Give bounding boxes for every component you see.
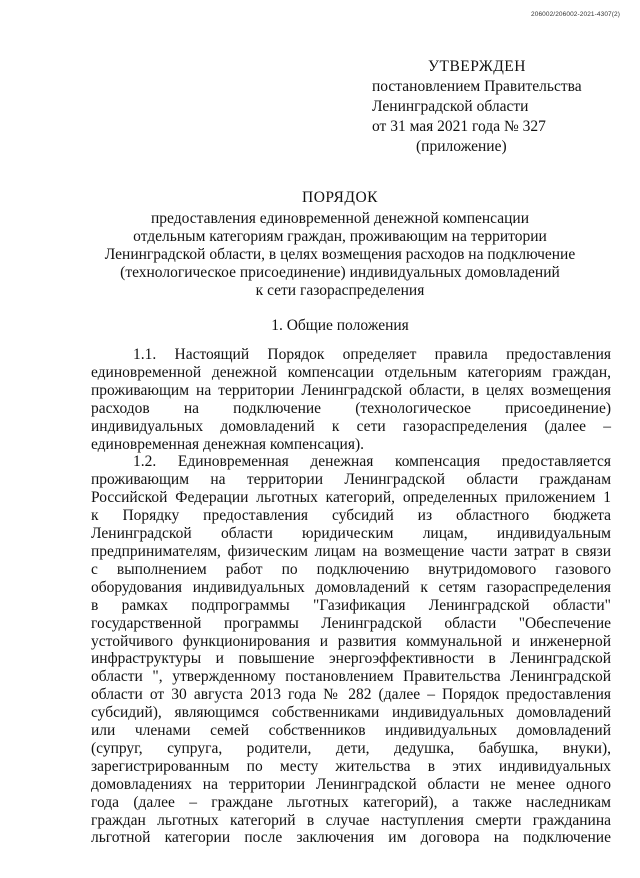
document-heading (60, 189, 620, 300)
paragraph-1-2-line: устойчивого функционирования и развития коммунальной и инженерной (91, 632, 611, 650)
paragraph-1-2-line: оборудования индивидуальных домовладений к сетям газораспределения (91, 578, 611, 596)
paragraph-1-1-line: единовременная денежная компенсация). (91, 435, 365, 453)
approval-title: УТВЕРЖДЕН (428, 58, 526, 75)
paragraph-1-2-line: проживающим на территории Ленинградской области гражданам (91, 471, 611, 489)
paragraph-1-1-line: 1.1. Настоящий Порядок определяет правила предоставления (133, 346, 611, 363)
approval-stamp (372, 57, 622, 157)
paragraph-1-2-line: государственной программы Ленинградской области "Обеспечение (91, 614, 611, 632)
paragraph-1-2-line: года (далее – граждане льготных категорий), а также наследникам (91, 793, 611, 811)
paragraph-1-2-line: области ", утвержденному постановлением Правительства Ленинградской (91, 668, 611, 686)
approval-line: постановлением Правительства (372, 78, 582, 95)
heading-line: (технологическое присоединение) индивидуальных домовладений (120, 264, 560, 281)
section-title: 1. Общие положения (271, 317, 409, 334)
body-text (91, 346, 611, 847)
document-id: 206002/206002-2021-4307(2) (531, 11, 620, 18)
heading-title: ПОРЯДОК (302, 189, 378, 206)
approval-note: (приложение) (416, 138, 507, 155)
paragraph-1-2-line: области от 30 августа 2013 года № 282 (далее – Порядок предоставления (91, 686, 611, 704)
paragraph-1-2-line: 1.2. Единовременная денежная компенсация предоставляется (133, 453, 611, 471)
heading-line: отдельным категориям граждан, проживающим на территории (133, 228, 547, 245)
paragraph-1-2-line: в рамках подпрограммы "Газификация Ленинградской области" (91, 596, 611, 614)
paragraph-1-1-line: единовременной денежной компенсации отдельным категориям граждан, (91, 363, 611, 381)
paragraph-1-2-line: с выполнением работ по подключению внутридомового газового (91, 560, 611, 578)
paragraph-1-2-line: субсидий), являющимся собственниками индивидуальных домовладений (91, 704, 611, 722)
paragraph-1-2-line: (супруг, супруга, родители, дети, дедушка, бабушка, внуки), (91, 739, 611, 757)
paragraph-1-2-line: Российской Федерации льготных категорий, определенных приложением 1 (91, 489, 611, 507)
paragraph-1-2-line: Ленинградской области юридическим лицам, индивидуальным (91, 525, 611, 543)
heading-line: к сети газораспределения (255, 282, 425, 299)
paragraph-1-2-line: к Порядку предоставления субсидий из областного бюджета (91, 507, 611, 525)
heading-line: предоставления единовременной денежной компенсации (150, 210, 529, 227)
paragraph-1-2-line: инфраструктуры и повышение энергоэффективности в Ленинградской (91, 650, 611, 668)
paragraph-1-2-line: льготной категории после заключения им договора на подключение (91, 829, 611, 847)
paragraph-1-2-line: или членами семей собственников индивидуальных домовладений (91, 722, 611, 740)
approval-line: Ленинградской области (372, 98, 529, 115)
paragraph-1-1-line: проживающим на территории Ленинградской области, в целях возмещения (91, 381, 611, 399)
paragraph-1-1-line: расходов на подключение (технологическое присоединение) (91, 399, 611, 417)
approval-line: от 31 мая 2021 года № 327 (372, 118, 546, 135)
paragraph-1-2-line: домовладениях на территории Ленинградской области не менее одного (91, 775, 611, 793)
paragraph-1-2-line: предпринимателям, физическим лицам на возмещение части затрат в связи (91, 542, 611, 560)
paragraph-1-2-line: граждан льготных категорий в случае наступления смерти гражданина (91, 811, 611, 829)
paragraph-1-2-line: зарегистрированным по месту жительства в этих индивидуальных (91, 757, 611, 775)
paragraph-1-1-line: индивидуальных домовладений к сети газораспределения (далее – (91, 417, 611, 435)
heading-line: Ленинградской области, в целях возмещения расходов на подключение (104, 246, 576, 263)
